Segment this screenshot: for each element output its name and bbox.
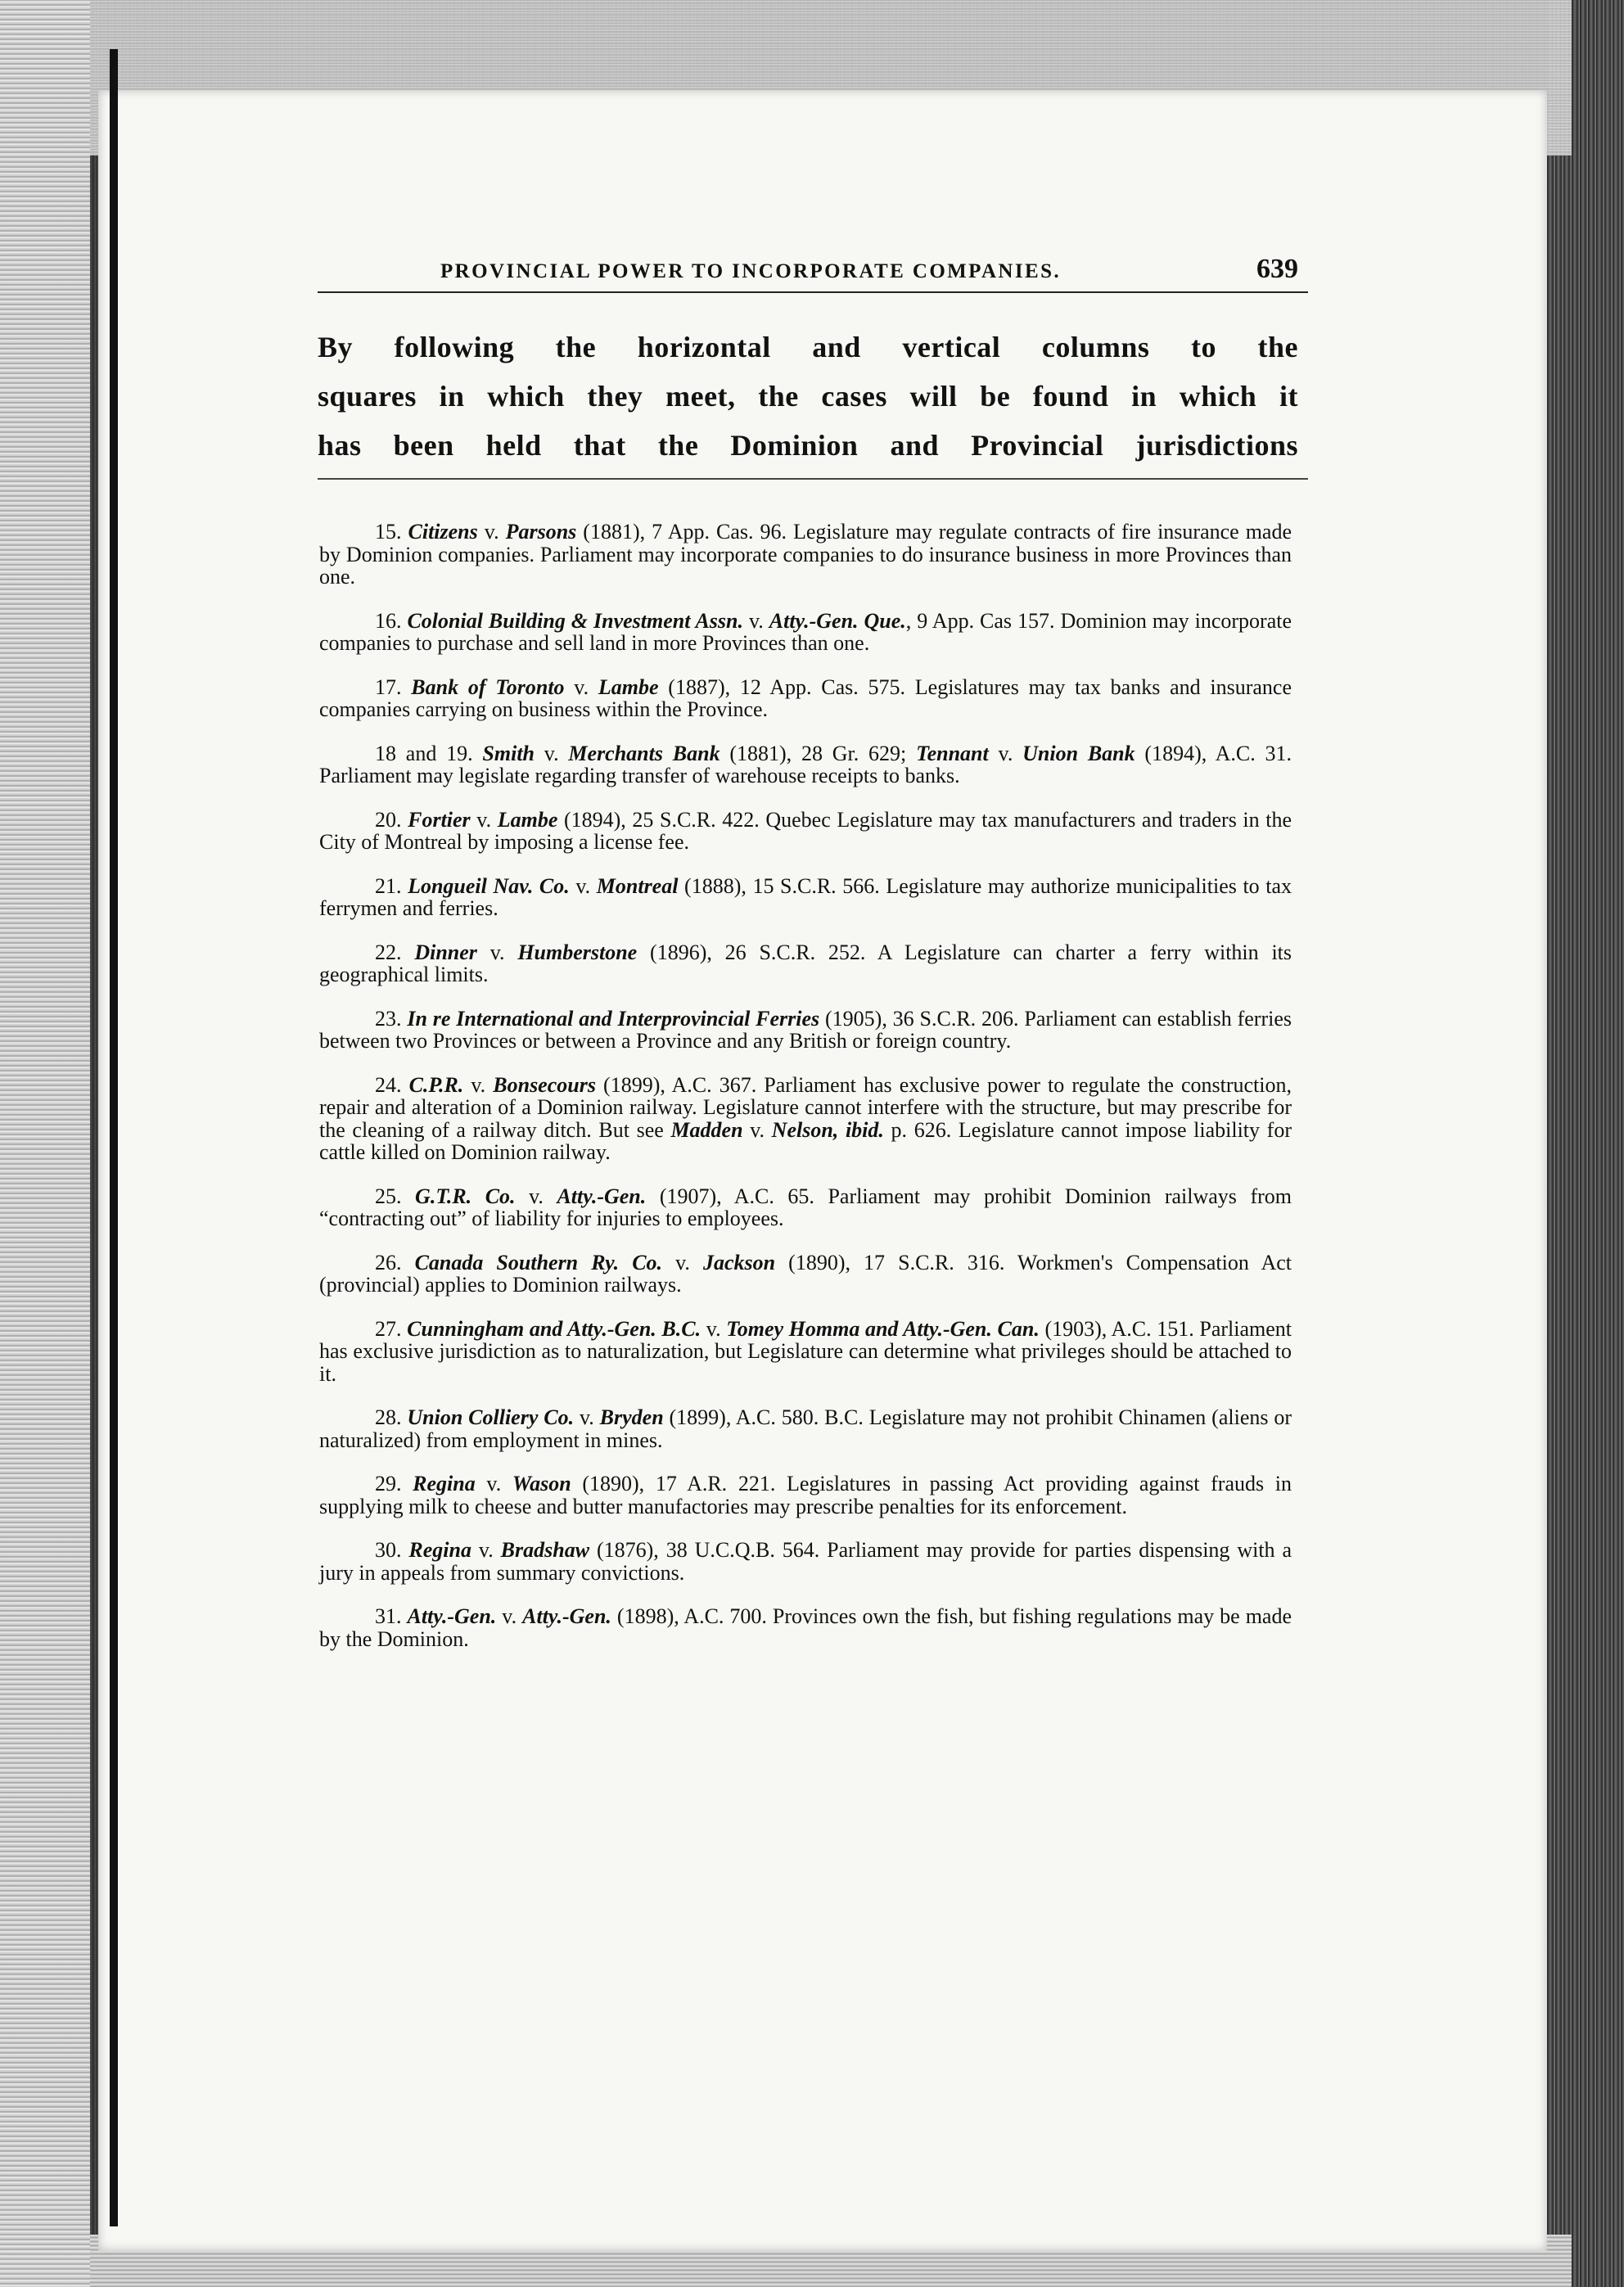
case-number: 30. xyxy=(375,1538,409,1562)
case-entry xyxy=(319,1185,1292,1230)
intro-line: By following the horizontal and vertical columns to the xyxy=(318,331,1298,363)
case-entry xyxy=(319,1539,1292,1584)
case-versus: v. xyxy=(463,1072,494,1097)
case-entry xyxy=(319,809,1292,854)
case-versus: v. xyxy=(574,1405,600,1429)
case-versus: v. xyxy=(471,1538,501,1562)
case-versus: v. xyxy=(477,520,506,544)
case-party: Union Colliery Co. xyxy=(407,1405,575,1429)
case-citation: (1907), A.C. 65. Parliament may prohibit Dominion railways from “contracting out” of liability for injuries to employees. xyxy=(319,1184,1292,1230)
case-versus: v. xyxy=(515,1184,557,1208)
case-entry xyxy=(319,1252,1292,1297)
case-citation: (1881), 7 App. Cas. 96. Legislature may regulate contracts of fire insurance made by Dominion companies. Parliament may incorporate companies to do insurance business in more Provinces than one. xyxy=(319,520,1292,589)
case-number: 20. xyxy=(375,807,408,832)
case-versus: v. xyxy=(564,674,598,699)
case-number: 26. xyxy=(375,1250,415,1274)
case-entry xyxy=(319,941,1292,986)
case-party: Bank of Toronto xyxy=(411,674,565,699)
case-number: 16. xyxy=(375,608,408,633)
page-content xyxy=(318,254,1300,1661)
intro-line: has been held that the Dominion and Provincial jurisdictions xyxy=(318,429,1298,462)
case-versus: v. xyxy=(476,940,518,964)
case-party: Atty.-Gen. xyxy=(407,1604,497,1628)
case-entry xyxy=(319,1473,1292,1518)
case-party: Jackson xyxy=(703,1250,776,1274)
case-party: Merchants Bank xyxy=(568,741,720,765)
case-versus: v. xyxy=(662,1250,703,1274)
case-party: Atty.-Gen. xyxy=(522,1604,611,1628)
case-citation: (1876), 38 U.C.Q.B. 564. Parliament may provide for parties dispensing with a jury in appeals from summary convictions. xyxy=(319,1538,1292,1585)
running-head xyxy=(318,254,1300,285)
scan-edge-left xyxy=(0,0,90,2287)
case-party: Wason xyxy=(512,1472,571,1495)
case-party: Lambe xyxy=(598,674,659,699)
scan-edge-right xyxy=(1547,0,1624,2287)
case-party: C.P.R. xyxy=(408,1072,464,1097)
case-party: Madden xyxy=(670,1117,743,1142)
case-party: Nelson, ibid. xyxy=(771,1117,884,1142)
running-head-title: PROVINCIAL POWER TO INCORPORATE COMPANIES. xyxy=(440,260,1062,282)
case-number: 15. xyxy=(375,520,408,544)
case-citation: p. 626. Legislature cannot impose liability for cattle killed on Dominion railway. xyxy=(319,1117,1292,1164)
case-party: Regina xyxy=(413,1472,476,1495)
intro-paragraph xyxy=(318,323,1300,470)
case-number: 18 and 19. xyxy=(375,741,483,765)
case-number: 17. xyxy=(375,674,412,699)
case-number: 25. xyxy=(375,1184,416,1208)
case-party: Longueil Nav. Co. xyxy=(408,873,570,898)
case-citation: (1896), 26 S.C.R. 252. A Legislature can charter a ferry within its geographical limits. xyxy=(319,940,1292,986)
case-versus: v. xyxy=(988,741,1023,765)
case-citation: (1899), A.C. 367. Parliament has exclusive power to regulate the construction, repair and alteration of a Dominion railway. Legislature cannot interfere with the structure, but may prescribe for the cleaning of a railway ditch. But see xyxy=(319,1072,1292,1142)
case-versus: v. xyxy=(535,741,569,765)
header-rule xyxy=(318,291,1308,293)
case-entry xyxy=(319,521,1292,589)
case-party: In re International and Interprovincial Ferries xyxy=(407,1006,820,1031)
case-party: Tennant xyxy=(916,741,989,765)
case-citation: (1903), A.C. 151. Parliament has exclusive jurisdiction as to naturalization, but Legislature can determine what privileges should be attached to it. xyxy=(319,1316,1292,1386)
case-party: Bonsecours xyxy=(493,1072,596,1097)
case-entry xyxy=(319,742,1292,787)
case-party: Tomey Homma and Atty.-Gen. Can. xyxy=(726,1316,1040,1341)
case-number: 28. xyxy=(375,1405,408,1429)
case-party: Montreal xyxy=(596,873,679,898)
case-citation: (1898), A.C. 700. Provinces own the fish, but fishing regulations may be made by the Dominion. xyxy=(319,1604,1292,1651)
case-party: Parsons xyxy=(505,520,577,544)
case-number: 21. xyxy=(375,873,408,898)
case-party: Atty.-Gen. xyxy=(557,1184,647,1208)
case-entry xyxy=(319,1318,1292,1386)
case-entry xyxy=(319,1008,1292,1053)
case-party: G.T.R. Co. xyxy=(415,1184,516,1208)
case-citation: (1881), 28 Gr. 629; xyxy=(720,741,917,765)
case-number: 23. xyxy=(375,1006,408,1031)
case-party: Colonial Building & Investment Assn. xyxy=(407,608,743,633)
case-entry xyxy=(319,676,1292,721)
case-entry xyxy=(319,1605,1292,1650)
case-versus: v. xyxy=(743,608,769,633)
case-citation: (1894), 25 S.C.R. 422. Quebec Legislature may tax manufacturers and traders in the City of Montreal by imposing a license fee. xyxy=(319,807,1292,854)
case-party: Citizens xyxy=(408,520,478,544)
case-citation: (1890), 17 S.C.R. 316. Workmen's Compensation Act (provincial) applies to Dominion railways. xyxy=(319,1250,1292,1297)
binding-gutter xyxy=(110,49,118,2226)
case-versus: v. xyxy=(475,1472,512,1495)
case-party: Cunningham and Atty.-Gen. B.C. xyxy=(407,1316,701,1341)
case-entry xyxy=(319,1074,1292,1164)
case-citation: (1905), 36 S.C.R. 206. Parliament can establish ferries between two Provinces or between a Province and any British or foreign country. xyxy=(319,1006,1292,1053)
case-versus: v. xyxy=(496,1604,523,1628)
case-entry xyxy=(319,1406,1292,1451)
case-entry xyxy=(319,875,1292,920)
case-versus: v. xyxy=(569,873,597,898)
case-versus: v. xyxy=(470,807,498,832)
case-number: 22. xyxy=(375,940,415,964)
case-citation: (1894), A.C. 31. Parliament may legislate regarding transfer of warehouse receipts to banks. xyxy=(319,741,1292,787)
page-number: 639 xyxy=(1256,254,1298,284)
case-number: 27. xyxy=(375,1316,408,1341)
case-versus: v. xyxy=(701,1316,727,1341)
case-party: Humberstone xyxy=(517,940,638,964)
case-number: 24. xyxy=(375,1072,409,1097)
case-party: Smith xyxy=(482,741,535,765)
case-number: 31. xyxy=(375,1604,408,1628)
intro-line: squares in which they meet, the cases will be found in which it xyxy=(318,380,1298,413)
intro-rule xyxy=(318,478,1308,480)
case-party: Bradshaw xyxy=(500,1538,590,1562)
case-citation: (1899), A.C. 580. B.C. Legislature may not prohibit Chinamen (aliens or naturalized) from employment in mines. xyxy=(319,1405,1292,1452)
case-number: 29. xyxy=(375,1472,413,1495)
case-citation: (1890), 17 A.R. 221. Legislatures in passing Act providing against frauds in supplying milk to cheese and butter manufactories may prescribe penalties for its enforcement. xyxy=(319,1472,1292,1518)
case-party: Canada Southern Ry. Co. xyxy=(414,1250,663,1274)
case-party: Union Bank xyxy=(1022,741,1135,765)
case-party: Dinner xyxy=(414,940,477,964)
case-party: Bryden xyxy=(599,1405,664,1429)
case-citation: (1887), 12 App. Cas. 575. Legislatures may tax banks and insurance companies carrying on business within the Province. xyxy=(319,674,1292,721)
case-list xyxy=(318,521,1300,1650)
case-entry xyxy=(319,610,1292,655)
case-party: Fortier xyxy=(408,807,471,832)
case-party: Lambe xyxy=(497,807,558,832)
case-versus: v. xyxy=(742,1117,772,1142)
case-citation: (1888), 15 S.C.R. 566. Legislature may authorize municipalities to tax ferrymen and ferries. xyxy=(319,873,1292,920)
case-citation: , 9 App. Cas 157. Dominion may incorporate companies to purchase and sell land in more Provinces than one. xyxy=(319,608,1292,655)
case-party: Atty.-Gen. Que. xyxy=(769,608,906,633)
case-party: Regina xyxy=(408,1538,471,1562)
